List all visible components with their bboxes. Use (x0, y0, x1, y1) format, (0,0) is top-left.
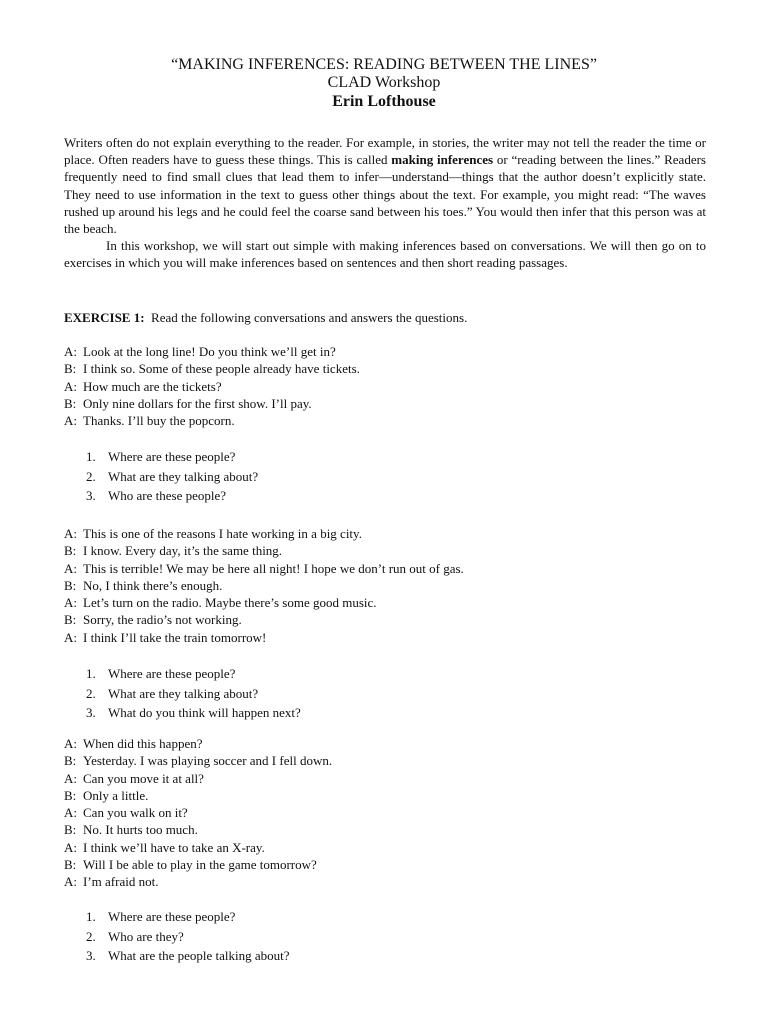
question-text: What are they talking about? (108, 685, 259, 701)
dialog-line (64, 735, 332, 752)
exercise-label: EXERCISE 1: (64, 310, 145, 325)
question-text: What do you think will happen next? (108, 705, 301, 720)
question-text: Who are they? (108, 928, 184, 944)
speaker-label: B: (64, 787, 77, 803)
intro-text-after: or “reading between the lines.” Readers frequently need to find small clues that lead them to infer—understand—things that the author doesn’t explicitly state. They need to use information in the text to guess other things about the text. For example, you might read: “The waves rushed up around his legs and he could feel the coarse sand between his toes.” You would then infer that this person was at the beach. (64, 152, 706, 237)
dialog-text: Can you walk on it? (83, 805, 188, 821)
question-text: Where are these people? (108, 449, 236, 464)
questions-1 (86, 447, 258, 506)
speaker-label: B: (64, 543, 77, 559)
question-item (86, 703, 301, 723)
conversation-2 (64, 525, 464, 646)
dialog-text: I know. Every day, it’s the same thing. (83, 543, 283, 559)
author-name: Erin Lofthouse (332, 93, 436, 110)
dialog-line (64, 577, 464, 594)
question-item (86, 946, 290, 966)
conversation-1 (64, 343, 360, 429)
intro-paragraph-2: In this workshop, we will start out simple with making inferences based on conversations. We will then go on to exercises in which you will make inferences based on sentences and then short reading passages. (64, 238, 706, 271)
dialog-text: No, I think there’s enough. (83, 577, 223, 593)
dialog-line (64, 343, 360, 360)
question-number: 3. (86, 488, 96, 503)
dialog-text: This is terrible! We may be here all night! I hope we don’t run out of gas. (83, 560, 464, 576)
conversation-3 (64, 735, 332, 891)
speaker-label: A: (64, 839, 77, 855)
question-text: What are the people talking about? (108, 948, 290, 963)
speaker-label: A: (64, 770, 77, 786)
question-item (86, 447, 258, 467)
question-text: Who are these people? (108, 488, 227, 503)
speaker-label: A: (64, 413, 77, 429)
dialog-text: Can you move it at all? (83, 770, 204, 786)
dialog-line (64, 525, 464, 542)
question-item (86, 664, 301, 684)
intro-section (64, 134, 706, 272)
dialog-text: Let’s turn on the radio. Maybe there’s some good music. (83, 595, 377, 611)
speaker-label: B: (64, 857, 77, 873)
speaker-label: A: (64, 344, 77, 359)
question-number: 2. (86, 685, 96, 701)
document-header (0, 56, 768, 111)
dialog-text: I think so. Some of these people already have tickets. (83, 361, 360, 377)
question-item (86, 486, 258, 506)
intro-key-term: making inferences (391, 152, 494, 168)
speaker-label: A: (64, 736, 77, 751)
dialog-text: Sorry, the radio’s not working. (83, 612, 242, 628)
speaker-label: A: (64, 526, 77, 541)
dialog-line (64, 856, 332, 873)
question-text: Where are these people? (108, 909, 236, 924)
dialog-line (64, 629, 464, 646)
dialog-line (64, 839, 332, 856)
dialog-line (64, 873, 332, 890)
dialog-text: I’m afraid not. (83, 874, 159, 890)
question-number: 1. (86, 666, 96, 681)
dialog-line (64, 542, 464, 559)
exercise-instruction: Read the following conversations and answers the questions. (151, 310, 468, 325)
dialog-text: How much are the tickets? (83, 378, 222, 394)
speaker-label: A: (64, 378, 77, 394)
exercise-heading (64, 309, 467, 326)
questions-2 (86, 664, 301, 723)
document-subtitle: CLAD Workshop (327, 74, 441, 91)
dialog-line (64, 804, 332, 821)
intro-text-before: Writers often do not explain everything to the reader. For example, in stories, the writer may not tell the reader the time or place. Often readers have to guess these things. This is called (64, 135, 706, 168)
dialog-text: Will I be able to play in the game tomorrow? (83, 857, 317, 873)
dialog-line (64, 787, 332, 804)
dialog-line (64, 594, 464, 611)
question-text: Where are these people? (108, 666, 236, 681)
speaker-label: A: (64, 805, 77, 821)
dialog-line (64, 560, 464, 577)
question-item (86, 907, 290, 927)
question-number: 1. (86, 909, 96, 924)
intro-paragraph-1 (64, 134, 706, 237)
speaker-label: B: (64, 822, 77, 838)
dialog-text: This is one of the reasons I hate working in a big city. (83, 526, 362, 541)
dialog-text: I think we’ll have to take an X-ray. (83, 839, 265, 855)
speaker-label: A: (64, 874, 77, 890)
speaker-label: B: (64, 361, 77, 377)
question-text: What are they talking about? (108, 468, 259, 484)
dialog-line (64, 360, 360, 377)
questions-3 (86, 907, 290, 966)
dialog-line (64, 395, 360, 412)
question-item (86, 927, 290, 947)
dialog-text: Only a little. (83, 787, 149, 803)
document-title: “MAKING INFERENCES: READING BETWEEN THE LINES” (171, 56, 597, 73)
dialog-line (64, 770, 332, 787)
dialog-line (64, 611, 464, 628)
dialog-text: Yesterday. I was playing soccer and I fell down. (83, 753, 333, 769)
question-number: 2. (86, 468, 96, 484)
dialog-text: Only nine dollars for the first show. I’ll pay. (83, 395, 312, 411)
speaker-label: B: (64, 577, 77, 593)
dialog-line (64, 378, 360, 395)
speaker-label: B: (64, 395, 77, 411)
dialog-line (64, 412, 360, 429)
question-number: 3. (86, 948, 96, 963)
speaker-label: A: (64, 629, 77, 645)
dialog-line (64, 821, 332, 838)
question-number: 1. (86, 449, 96, 464)
dialog-line (64, 752, 332, 769)
speaker-label: A: (64, 560, 77, 576)
question-item (86, 467, 258, 487)
dialog-text: Look at the long line! Do you think we’ll get in? (83, 344, 336, 359)
question-number: 2. (86, 928, 96, 944)
speaker-label: B: (64, 753, 77, 769)
speaker-label: A: (64, 595, 77, 611)
dialog-text: No. It hurts too much. (83, 822, 198, 838)
question-item (86, 684, 301, 704)
dialog-text: Thanks. I’ll buy the popcorn. (83, 413, 235, 429)
question-number: 3. (86, 705, 96, 720)
dialog-text: I think I’ll take the train tomorrow! (83, 629, 267, 645)
dialog-text: When did this happen? (83, 736, 203, 751)
speaker-label: B: (64, 612, 77, 628)
